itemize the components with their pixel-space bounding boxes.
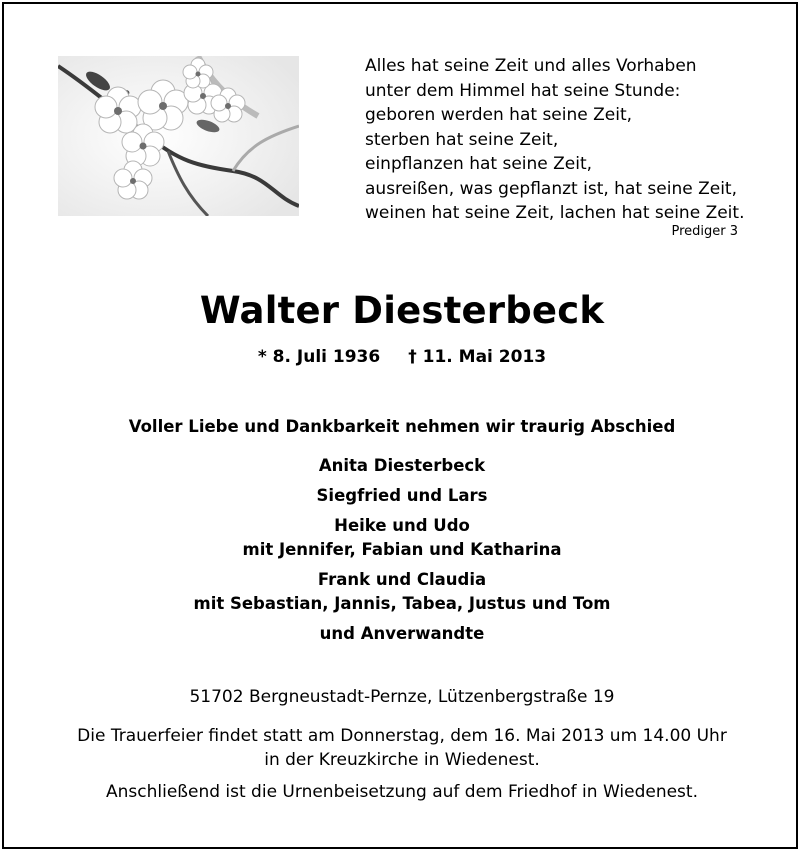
mourner-line: Frank und Claudia (317, 570, 487, 589)
service-line: in der Kreuzkirche in Wiedenest. (264, 750, 540, 770)
death-date: † 11. Mai 2013 (408, 347, 547, 367)
mourner-line: Siegfried und Lars (316, 486, 488, 505)
deceased-name: Walter Diesterbeck (199, 289, 605, 332)
quote-line: weinen hat seine Zeit, lachen hat seine Zeit. (365, 203, 745, 223)
mourner-line: mit Sebastian, Jannis, Tabea, Justus und Tom (193, 594, 611, 613)
funeral-service-info (4, 724, 800, 772)
quote-source: Prediger 3 (671, 224, 738, 239)
quote-line: Alles hat seine Zeit und alles Vorhaben (365, 56, 697, 76)
mourner-line: Heike und Udo (334, 516, 470, 535)
blossom-photo (58, 56, 299, 216)
quote-line: einpflanzen hat seine Zeit, (365, 154, 593, 174)
quote-line: geboren werden hat seine Zeit, (365, 105, 633, 125)
obituary-notice (2, 2, 798, 849)
quote-line: ausreißen, was gepflanzt ist, hat seine Zeit, (365, 178, 737, 199)
quote-line: unter dem Himmel hat seine Stunde: (365, 80, 681, 101)
quote-line: sterben hat seine Zeit, (365, 129, 559, 150)
mourner-line: Anita Diesterbeck (318, 456, 486, 475)
bible-quote (365, 54, 744, 226)
service-line: Die Trauerfeier findet statt am Donnerstag, dem 16. Mai 2013 um 14.00 Uhr (77, 726, 727, 746)
burial-info: Anschließend ist die Urnenbeisetzung auf dem Friedhof in Wiedenest. (105, 782, 698, 802)
mourners-list (4, 454, 800, 646)
cherry-blossom-image (58, 56, 299, 216)
life-dates (4, 347, 800, 367)
family-address: 51702 Bergneustadt-Pernze, Lützenbergstraße 19 (189, 687, 615, 707)
farewell-intro: Voller Liebe und Dankbarkeit nehmen wir traurig Abschied (128, 417, 676, 436)
mourner-line: und Anverwandte (319, 624, 485, 643)
mourner-line: mit Jennifer, Fabian und Katharina (242, 540, 562, 559)
birth-date: * 8. Juli 1936 (257, 347, 381, 367)
